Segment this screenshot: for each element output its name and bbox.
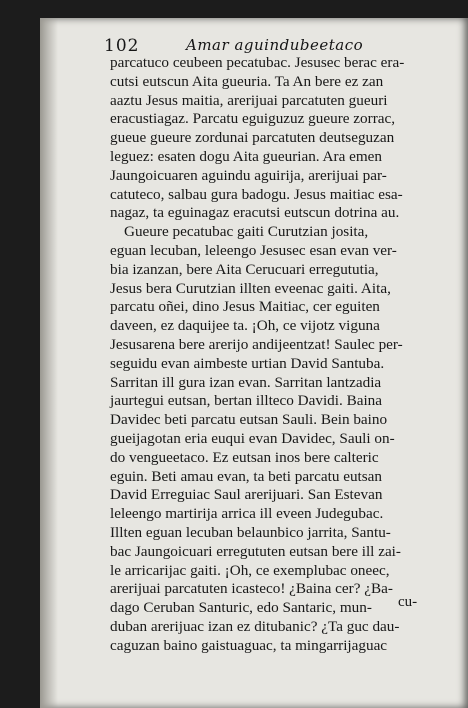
text-line: daveen, ez daquijee ta. ¡Oh, ce vijotz viguna [110, 317, 380, 335]
text-line: arerijuai parcatuten icasteco! ¿Baina cer? ¿Ba- [110, 580, 393, 598]
text-line: gueijagotan eria euqui evan Davidec, Sauli on- [110, 429, 395, 447]
text-line: Davidec beti parcatu eutsan Sauli. Bein baino [110, 411, 388, 429]
text-line: Jesus bera Curutzian illten eveenac gaiti. Aita, [110, 279, 391, 297]
text-line: gueue gueure zordunai parcatuten deutseguzan [110, 129, 395, 147]
text-line: Jaungoicuaren aguindu aguirija, arerijuai par- [110, 166, 387, 184]
text-line: bia izanzan, bere Aita Cerucuari erregututia, [110, 260, 379, 278]
text-line: le arricarijac gaiti. ¡Oh, ce exemplubac oneec, [110, 561, 390, 579]
text-line: nagaz, ta eguinagaz eracutsi eutscun dotrina au. [110, 204, 400, 222]
text-line: Gueure pecatubac gaiti Curutzian josita, [124, 223, 369, 241]
body-text [110, 54, 428, 656]
text-line: duban arerijuac izan ez ditubanic? ¿Ta guc dau- [110, 617, 400, 635]
text-line: cutsi eutscun Aita gueuria. Ta An bere ez zan [110, 72, 384, 90]
text-line: Sarritan ill gura izan evan. Sarritan lantzadia [110, 373, 382, 391]
catchword: cu- [398, 594, 418, 610]
text-line: eguan lecuban, leleengo Jesusec esan evan ver- [110, 241, 397, 259]
text-line: David Erreguiac Saul arerijuari. San Estevan [110, 486, 383, 504]
text-line: parcatu oñei, dino Jesus Maitiac, cer eguiten [110, 298, 380, 316]
text-line: aaztu Jesus maitia, arerijuai parcatuten gueuri [110, 91, 388, 109]
text-line: bac Jaungoicuari erregututen eutsan bere ill zai- [110, 542, 401, 560]
text-line: eracustiagaz. Parcatu eguiguzuz gueure zorrac, [110, 110, 396, 128]
text-line: Illten eguan lecuban belaunbico jarrita, Santu- [110, 523, 391, 541]
text-line: eguin. Beti amau evan, ta beti parcatu eutsan [110, 467, 383, 485]
text-line: leleengo martirija arrica ill eveen Judegubac. [110, 505, 384, 523]
running-title: Amar aguindubeetaco [186, 36, 364, 54]
text-line: dago Ceruban Santuric, edo Santaric, mun- [110, 599, 372, 617]
text-line: parcatuco ceubeen pecatubac. Jesusec berac era- [110, 54, 405, 71]
text-line: do vengueetaco. Ez eutsan inos bere calteric [110, 448, 379, 466]
text-line: seguidu evan aimbeste urtian David Santuba. [110, 354, 385, 372]
text-line: caguzan baino gaistuaguac, ta mingarrijaguac [110, 636, 388, 654]
text-line: leguez: esaten dogu Aita gueurian. Ara emen [110, 147, 383, 165]
page-number: 102 [104, 36, 140, 56]
text-line: catuteco, salbau gura badogu. Jesus maitiac esa- [110, 185, 403, 203]
text-line: jaurtegui eutsan, bertan illteco Davidi. Baina [110, 392, 383, 410]
text-line: Jesusarena bere arerijo andijeentzat! Saulec per- [110, 335, 403, 353]
page-header [66, 36, 426, 56]
